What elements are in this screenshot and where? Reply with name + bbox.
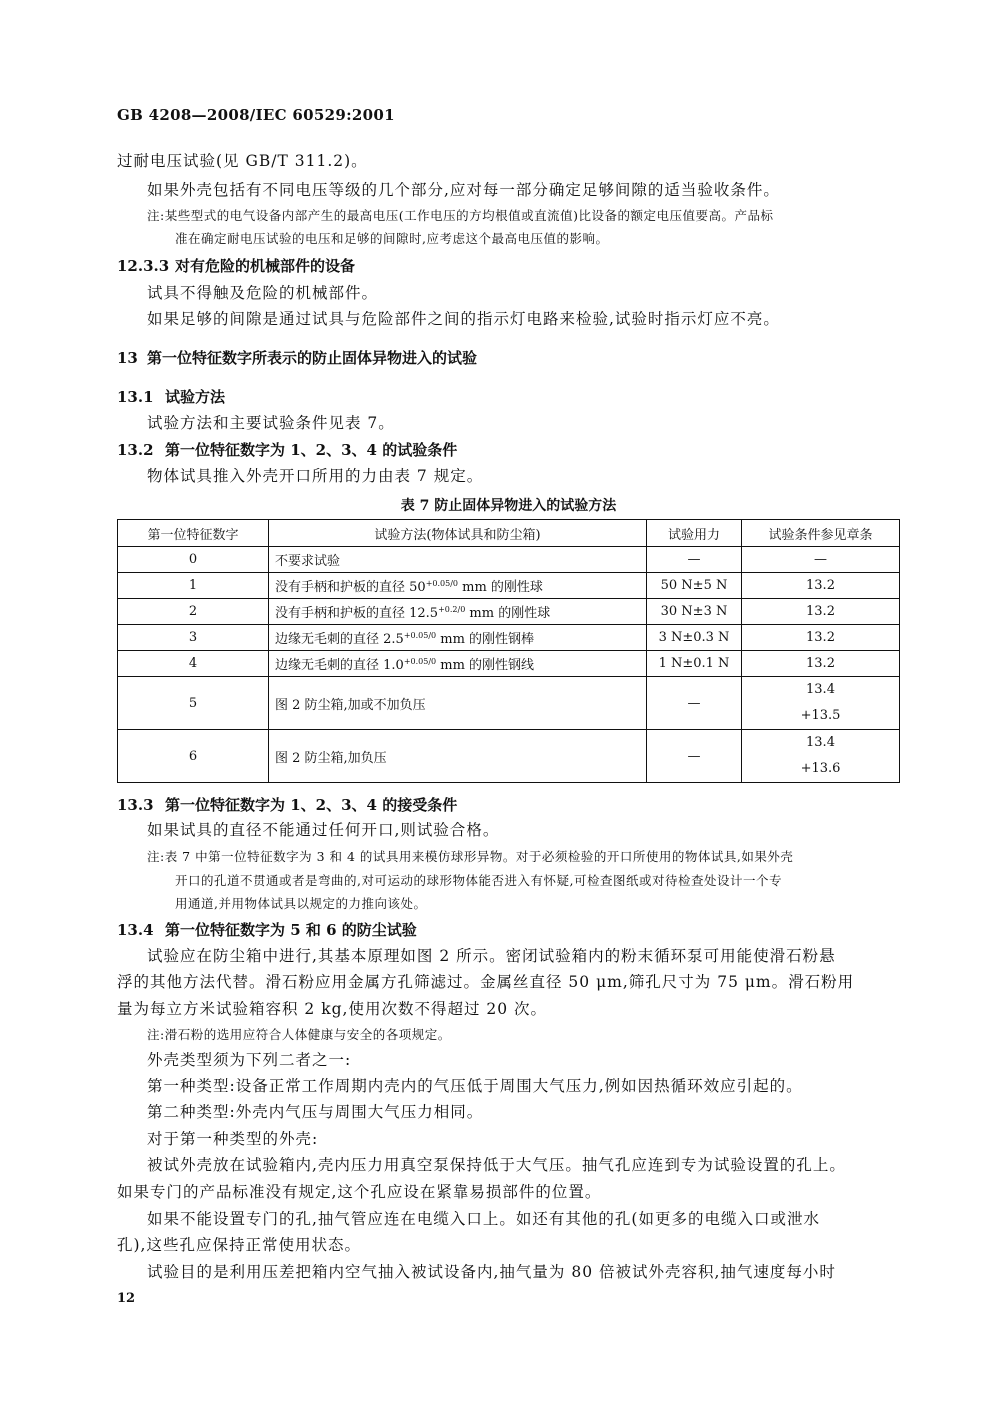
section-title: 第一位特征数字所表示的防止固体异物进入的试验	[147, 349, 478, 367]
table-cell-method: 图 2 防尘箱,加或不加负压	[269, 677, 647, 730]
section-title: 对有危险的机械部件的设备	[175, 257, 356, 275]
paragraph-line: 量为每立方米试验箱容积 2 kg,使用次数不得超过 20 次。	[117, 1000, 548, 1018]
method-suffix: mm 的刚性球	[458, 580, 543, 595]
section-heading-13-1	[117, 387, 225, 407]
test-methods-table	[117, 519, 900, 783]
paragraph-line: 浮的其他方法代替。滑石粉应用金属方孔筛滤过。金属丝直径 50 μm,筛孔尺寸为 75 μm。滑石粉用	[117, 973, 855, 991]
note-line: 开口的孔道不贯通或者是弯曲的,对可运动的球形物体能否进入有怀疑,可检查图纸或对待检查处设计一个专	[175, 873, 782, 888]
note-line: 准在确定耐电压试验的电压和足够的间隙时,应考虑这个最高电压值的影响。	[175, 231, 609, 246]
method-text: 边缘无毛刺的直径 1.0	[275, 658, 404, 673]
table-cell-force: 3 N±0.3 N	[647, 625, 742, 651]
method-suffix: mm 的刚性钢线	[436, 658, 535, 673]
paragraph-line: 孔),这些孔应保持正常使用状态。	[117, 1236, 361, 1254]
method-suffix: mm 的刚性球	[465, 606, 551, 621]
clause-line: +13.5	[800, 708, 841, 723]
section-heading-13-3	[117, 795, 457, 815]
section-heading-13	[117, 348, 477, 368]
method-text: 没有手柄和护板的直径 50	[275, 580, 426, 595]
section-number: 13.4	[117, 921, 154, 939]
method-text: 没有手柄和护板的直径 12.5	[275, 606, 439, 621]
paragraph-line: 如果不能设置专门的孔,抽气管应连在电缆入口上。如还有其他的孔(如更多的电缆入口或泄水	[147, 1210, 820, 1228]
table-row	[118, 625, 900, 651]
section-number: 12.3.3	[117, 257, 170, 275]
table-cell-digit: 6	[118, 730, 269, 783]
table-cell-clause: 13.2	[742, 651, 900, 677]
table-cell-method	[269, 651, 647, 677]
paragraph-line: 对于第一种类型的外壳:	[147, 1130, 319, 1148]
paragraph-line: 试验方法和主要试验条件见表 7。	[147, 414, 395, 432]
table-cell-clause	[742, 677, 900, 730]
paragraph-line: 如果试具的直径不能通过任何开口,则试验合格。	[147, 821, 500, 839]
table-cell-force: —	[647, 730, 742, 783]
section-heading-13-4	[117, 920, 417, 940]
page-number: 12	[117, 1291, 136, 1306]
tolerance: +0.05/0	[403, 631, 437, 640]
paragraph-line: 试验目的是利用压差把箱内空气抽入被试设备内,抽气量为 80 倍被试外壳容积,抽气速度每小时	[147, 1263, 836, 1281]
column-header: 第一位特征数字	[118, 520, 269, 547]
table-cell-clause	[742, 730, 900, 783]
table-row	[118, 730, 900, 783]
table-cell-clause: 13.2	[742, 625, 900, 651]
clause-line: +13.6	[800, 761, 841, 776]
paragraph-line: 被试外壳放在试验箱内,壳内压力用真空泵保持低于大气压。抽气孔应连到专为试验设置的孔上。	[147, 1156, 846, 1174]
table-cell-digit: 4	[118, 651, 269, 677]
paragraph-line: 如果足够的间隙是通过试具与危险部件之间的指示灯电路来检验,试验时指示灯应不亮。	[147, 310, 780, 328]
paragraph-line: 第一种类型:设备正常工作周期内壳内的气压低于周围大气压力,例如因热循环效应引起的。	[147, 1077, 803, 1095]
table-cell-force: 1 N±0.1 N	[647, 651, 742, 677]
paragraph-line: 外壳类型须为下列二者之一:	[147, 1051, 352, 1069]
table-cell-digit: 5	[118, 677, 269, 730]
table-cell-force: 50 N±5 N	[647, 573, 742, 599]
table-cell-method: 不要求试验	[269, 547, 647, 573]
table-row	[118, 651, 900, 677]
section-heading-13-2	[117, 440, 457, 460]
table-cell-force: —	[647, 677, 742, 730]
tolerance: +0.05/0	[425, 579, 458, 588]
column-header: 试验用力	[647, 520, 742, 547]
paragraph-line: 过耐电压试验(见 GB/T 311.2)。	[117, 152, 368, 170]
table-cell-force: 30 N±3 N	[647, 599, 742, 625]
table-cell-method	[269, 573, 647, 599]
table-cell-method: 图 2 防尘箱,加负压	[269, 730, 647, 783]
table-cell-method	[269, 599, 647, 625]
paragraph-line: 物体试具推入外壳开口所用的力由表 7 规定。	[147, 467, 484, 485]
section-number: 13.1	[117, 388, 154, 406]
section-title: 第一位特征数字为 1、2、3、4 的试验条件	[165, 441, 458, 459]
table-caption: 表 7 防止固体异物进入的试验方法	[400, 498, 617, 514]
section-number: 13.3	[117, 796, 154, 814]
table-cell-clause: —	[742, 547, 900, 573]
section-heading-12-3-3	[117, 256, 355, 276]
note-line: 注:滑石粉的选用应符合人体健康与安全的各项规定。	[147, 1027, 451, 1042]
method-suffix: mm 的刚性钢棒	[436, 632, 535, 647]
tolerance: +0.05/0	[403, 657, 437, 666]
paragraph-line: 第二种类型:外壳内气压与周围大气压力相同。	[147, 1103, 484, 1121]
column-header: 试验条件参见章条	[742, 520, 900, 547]
clause-line: 13.4	[806, 735, 835, 750]
table-cell-digit: 1	[118, 573, 269, 599]
table-row	[118, 599, 900, 625]
table-row	[118, 547, 900, 573]
table-row	[118, 573, 900, 599]
section-title: 试验方法	[165, 388, 226, 406]
table-cell-force: —	[647, 547, 742, 573]
table-cell-clause: 13.2	[742, 573, 900, 599]
section-number: 13	[117, 349, 138, 367]
section-title: 第一位特征数字为 5 和 6 的防尘试验	[165, 921, 417, 939]
section-number: 13.2	[117, 441, 154, 459]
table-cell-digit: 2	[118, 599, 269, 625]
section-title: 第一位特征数字为 1、2、3、4 的接受条件	[165, 796, 458, 814]
note-line: 注:某些型式的电气设备内部产生的最高电压(工作电压的方均根值或直流值)比设备的额定电压值要高。产品标	[147, 208, 774, 223]
tolerance: +0.2/0	[438, 605, 466, 614]
paragraph-line: 试具不得触及危险的机械部件。	[147, 284, 379, 302]
column-header: 试验方法(物体试具和防尘箱)	[269, 520, 647, 547]
note-line: 用通道,并用物体试具以规定的力推向该处。	[175, 896, 427, 911]
table-cell-digit: 3	[118, 625, 269, 651]
document-header: GB 4208—2008/IEC 60529:2001	[117, 106, 395, 124]
paragraph-line: 如果专门的产品标准没有规定,这个孔应设在紧靠易损部件的位置。	[117, 1183, 602, 1201]
table-cell-clause: 13.2	[742, 599, 900, 625]
note-line: 注:表 7 中第一位特征数字为 3 和 4 的试具用来模仿球形异物。对于必须检验的开口所使用的物体试具,如果外壳	[147, 849, 794, 864]
table-cell-digit: 0	[118, 547, 269, 573]
clause-line: 13.4	[806, 682, 835, 697]
method-text: 边缘无毛刺的直径 2.5	[275, 632, 404, 647]
table-row	[118, 677, 900, 730]
paragraph-line: 试验应在防尘箱中进行,其基本原理如图 2 所示。密闭试验箱内的粉末循环泵可用能使滑石粉悬	[147, 947, 836, 965]
table-cell-method	[269, 625, 647, 651]
paragraph-line: 如果外壳包括有不同电压等级的几个部分,应对每一部分确定足够间隙的适当验收条件。	[147, 181, 780, 199]
